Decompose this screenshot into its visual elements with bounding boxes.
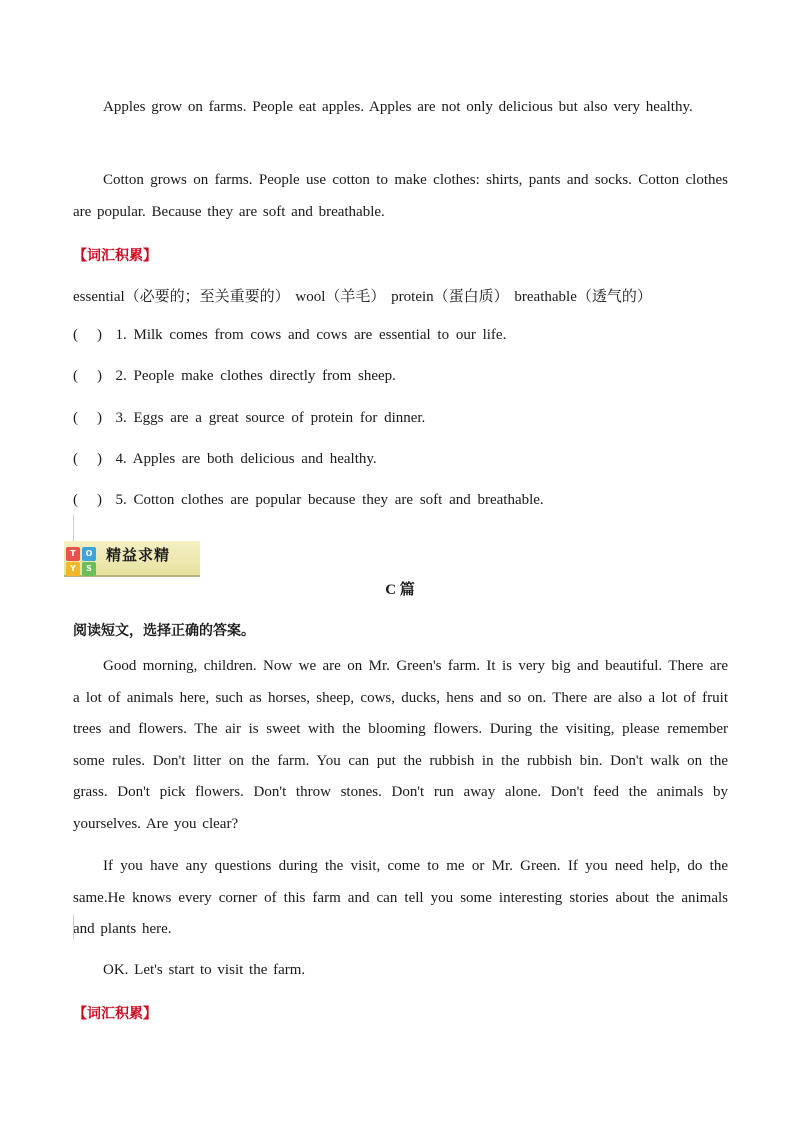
question-text: 2. People make clothes directly from sheep.	[115, 368, 396, 384]
answer-paren-open: (	[73, 451, 78, 467]
question-5	[73, 492, 544, 509]
toy-block: S	[82, 562, 96, 576]
answer-paren-close: )	[97, 368, 102, 384]
answer-paren-close: )	[97, 451, 102, 467]
question-text: 4. Apples are both delicious and healthy.	[115, 451, 377, 467]
toy-block: T	[66, 547, 80, 561]
margin-rule	[73, 515, 74, 543]
banner-title: 精益求精	[106, 546, 171, 564]
answer-paren-close: )	[97, 410, 102, 426]
instruction-text: 阅读短文，选择正确的答案。	[73, 623, 255, 639]
answer-paren-open: (	[73, 410, 78, 426]
paragraph-text: Apples grow on farms. People eat apples. Apples are not only delicious but also very healthy.	[103, 99, 693, 115]
paragraph-text: Good morning, children. Now we are on Mr. Green's farm. It is very big and beautiful. There are a lot of animals here, such as horses, sheep, cows, ducks, hens and so on. There are also a lot of fruit trees and flowers. The air is sweet with the blooming flowers. During the visiting, please remember some rules. Don't litter on the farm. You can put the rubbish in the rubbish bin. Don't walk on the grass. Don't pick flowers. Don't throw stones. Don't run away alone. Don't feed the animals by yourselves. Are you clear?	[73, 658, 728, 832]
section-title: C 篇	[385, 582, 415, 598]
passage-paragraph-cotton	[73, 165, 728, 228]
passage-paragraph-questions	[73, 851, 728, 946]
question-2	[73, 368, 396, 385]
question-1	[73, 327, 506, 344]
answer-paren-close: )	[97, 327, 102, 343]
passage-paragraph-farm	[73, 651, 728, 840]
toy-blocks-icon	[66, 547, 100, 577]
passage-paragraph-apples	[73, 92, 728, 124]
question-text: 1. Milk comes from cows and cows are essential to our life.	[115, 327, 507, 343]
question-4	[73, 451, 377, 468]
vocab-heading: 【词汇积累】	[73, 1006, 157, 1022]
question-3	[73, 410, 425, 427]
answer-paren-open: (	[73, 368, 78, 384]
question-text: 3. Eggs are a great source of protein for dinner.	[115, 410, 426, 426]
vocab-list: essential（必要的；至关重要的） wool（羊毛） protein（蛋白质） breathable（透气的）	[73, 289, 652, 305]
paragraph-text: Cotton grows on farms. People use cotton to make clothes: shirts, pants and socks. Cotton clothes are popular. Because they are soft and breathable.	[73, 172, 728, 220]
answer-paren-open: (	[73, 327, 78, 343]
question-text: 5. Cotton clothes are popular because they are soft and breathable.	[115, 492, 544, 508]
section-banner	[64, 541, 200, 575]
vocab-heading: 【词汇积累】	[73, 248, 157, 264]
toy-block: Y	[66, 562, 80, 576]
answer-paren-close: )	[97, 492, 102, 508]
toy-block: O	[82, 547, 96, 561]
passage-paragraph-start	[73, 955, 728, 987]
paragraph-text: OK. Let's start to visit the farm.	[103, 962, 306, 978]
margin-rule	[73, 915, 74, 939]
paragraph-text: If you have any questions during the visit, come to me or Mr. Green. If you need help, do the same.He knows every corner of this farm and can tell you some interesting stories about the animals and plants here.	[73, 858, 728, 937]
answer-paren-open: (	[73, 492, 78, 508]
